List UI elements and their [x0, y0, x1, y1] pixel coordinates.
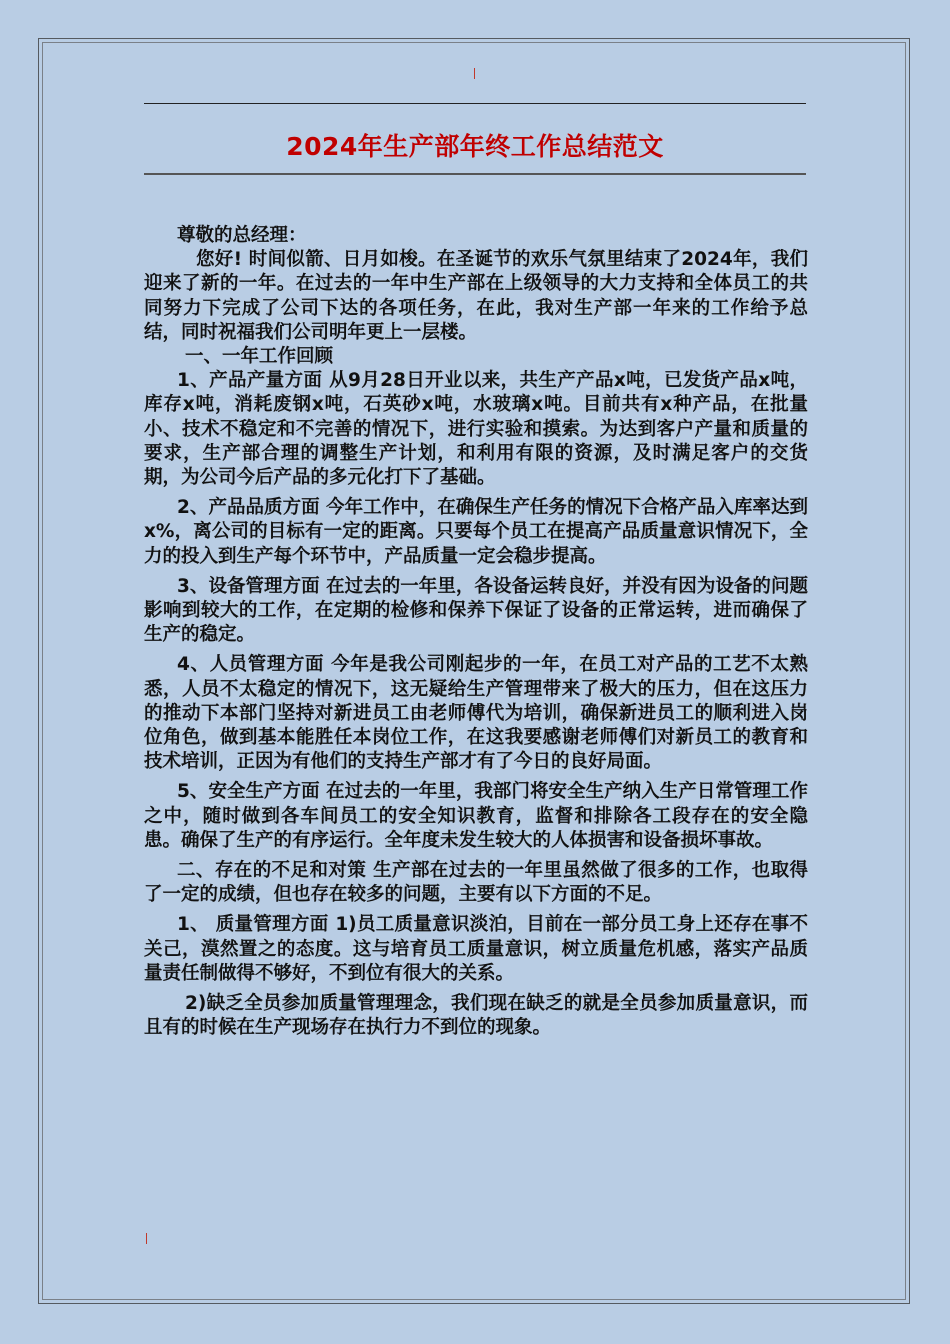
document-title: 2024年生产部年终工作总结范文 [286, 132, 664, 161]
paragraph-output: 1、产品产量方面 从9月28日开业以来，共生产产品x吨，已发货产品x吨，库存x吨，消耗废钢x吨，石英砂x吨，水玻璃x吨。目前共有x种产品，在批量小、技术不稳定和不完善的情况下，进行实验和摸索。为达到客户产量和质量的要求，生产部合理的调整生产计划，和利用有限的资源，及时满足客户的交货期，为公司今后产品的多元化打下了基础。 [144, 370, 808, 489]
paragraph-personnel: 4、人员管理方面 今年是我公司刚起步的一年，在员工对产品的工艺不太熟悉，人员不太稳定的情况下，这无疑给生产管理带来了极大的压力，但在这压力的推动下本部门坚持对新进员工由老师傅代为培训，确保新进员工的顺利进入岗位角色，做到基本能胜任本岗位工作，在这我要感谢老师傅们对新员工的教育和技术培训，正因为有他们的支持生产部才有了今日的良好局面。 [144, 654, 808, 773]
title-rule [144, 173, 806, 175]
paragraph-quality: 2、产品品质方面 今年工作中，在确保生产任务的情况下合格产品入库率达到x%，离公司的目标有一定的距离。只要每个员工在提高产品质量意识情况下，全力的投入到生产每个环节中，产品质量一定会稳步提高。 [144, 497, 808, 567]
header-rule [144, 103, 806, 104]
footer-text-cursor-mark [146, 1233, 147, 1244]
paragraph-safety: 5、安全生产方面 在过去的一年里，我部门将安全生产纳入生产日常管理工作之中，随时做到各车间员工的安全知识教育，监督和排除各工段存在的安全隐患。确保了生产的有序运行。全年度未发生较大的人体损害和设备损坏事故。 [144, 781, 808, 851]
heading-section-1: 一、一年工作回顾 [185, 346, 334, 368]
paragraph-participation: 2)缺乏全员参加质量管理理念，我们现在缺乏的就是全员参加质量意识，而且有的时候在生产现场存在执行力不到位的现象。 [144, 993, 808, 1039]
paragraph-equipment: 3、设备管理方面 在过去的一年里，各设备运转良好，并没有因为设备的问题影响到较大的工作，在定期的检修和保养下保证了设备的正常运转，进而确保了生产的稳定。 [144, 575, 808, 646]
document-body [144, 224, 808, 1041]
paragraph-greeting: 您好! 时间似箭、日月如梭。在圣诞节的欢乐气氛里结束了2024年，我们迎来了新的一年。在过去的一年中生产部在上级领导的大力支持和全体员工的共同努力下完成了公司下达的各项任务，在此，我对生产部一年来的工作给予总结，同时祝福我们公司明年更上一层楼。 [144, 249, 808, 343]
heading-section-2: 二、存在的不足和对策 生产部在过去的一年里虽然做了很多的工作，也取得了一定的成绩，但也存在较多的问题，主要有以下方面的不足。 [144, 860, 808, 906]
paragraph-quality-management: 1、 质量管理方面 1)员工质量意识淡泊，目前在一部分员工身上还存在事不关己，漠然置之的态度。这与培育员工质量意识，树立质量危机感，落实产品质量责任制做得不够好，不到位有很大的关系。 [144, 914, 808, 984]
header-text-cursor-mark [474, 68, 475, 79]
salutation: 尊敬的总经理： [177, 225, 307, 246]
